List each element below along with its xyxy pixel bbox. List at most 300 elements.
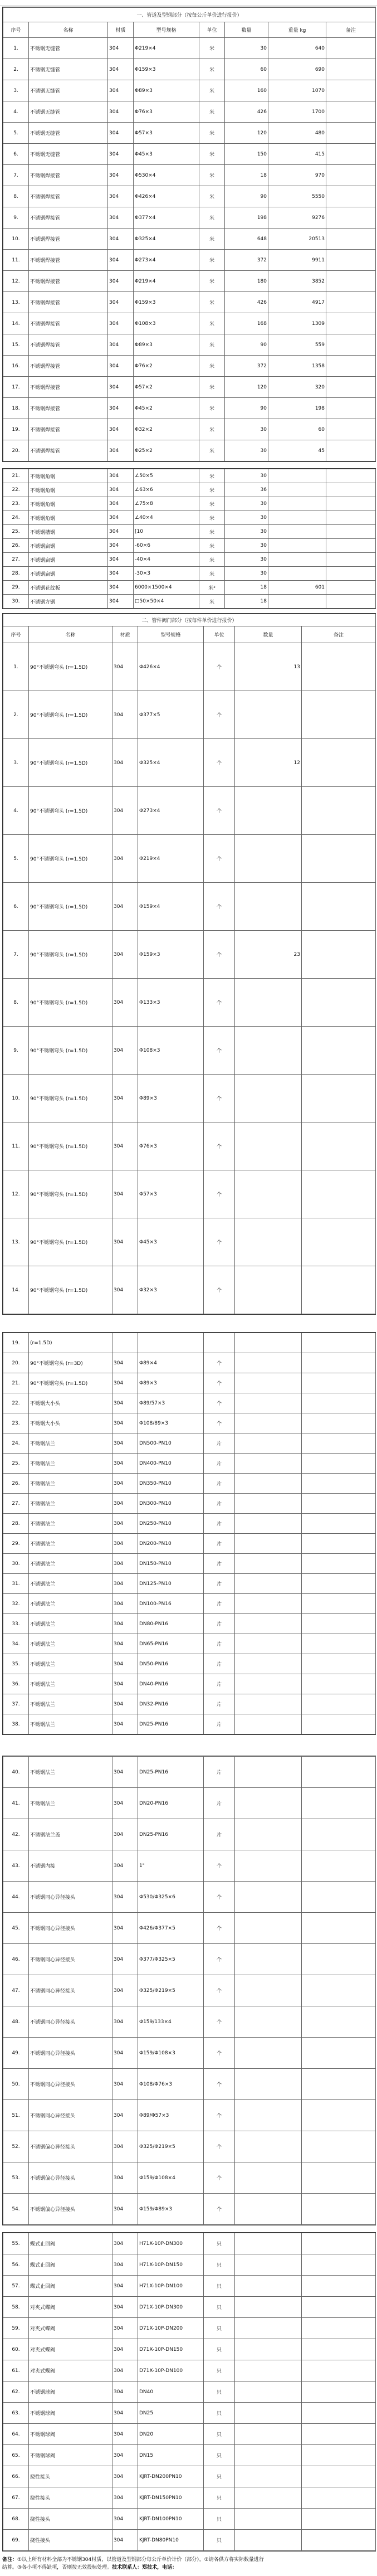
table-cell — [235, 1850, 302, 1882]
table-cell: 304 — [112, 1757, 138, 1788]
table-row — [3, 1170, 376, 1218]
table-cell — [302, 2360, 376, 2381]
table-cell: 不锈钢同心异径接头 — [29, 2038, 112, 2069]
table-cell: 片 — [204, 1614, 235, 1634]
table-cell — [302, 1654, 376, 1674]
table-cell: 片 — [204, 1634, 235, 1654]
table-row — [3, 419, 376, 440]
table-cell: 不锈钢法兰 — [29, 1433, 112, 1454]
table-cell: 53. — [3, 2162, 29, 2194]
table-cell: 304 — [112, 1554, 138, 1574]
table-cell: 不锈钢焊接管 — [29, 165, 108, 186]
table-row — [3, 229, 376, 250]
table-row — [3, 1393, 376, 1413]
table-cell — [235, 1494, 302, 1514]
table-cell: DN150-PN10 — [138, 1554, 204, 1574]
table-row — [3, 567, 376, 581]
table-cell: 304 — [108, 186, 134, 207]
table-cell — [235, 979, 302, 1027]
table-cell: Φ377/Φ325×5 — [138, 1944, 204, 1975]
table-cell: ∠75×8 — [134, 497, 199, 511]
table-cell — [235, 2038, 302, 2069]
table-cell: 6000×1500×4 — [134, 581, 199, 595]
table-cell — [302, 2233, 376, 2254]
note-label: 备注： — [2, 2557, 18, 2563]
table-cell: 片 — [204, 1494, 235, 1514]
table-cell: Φ133×3 — [138, 979, 204, 1027]
table-cell: 片 — [204, 1757, 235, 1788]
table-cell: 7. — [3, 931, 29, 979]
table-cell: (r=1.5D) — [29, 1333, 112, 1353]
table-row — [3, 691, 376, 739]
table-cell — [302, 1614, 376, 1634]
table-cell — [302, 2445, 376, 2466]
table-cell: 1. — [3, 643, 29, 691]
table-cell — [302, 643, 376, 691]
table-cell: 304 — [112, 979, 138, 1027]
table-cell: 180 — [225, 271, 268, 292]
table-cell: 9. — [3, 1027, 29, 1075]
table-cell — [235, 2069, 302, 2100]
table-cell: 66. — [3, 2466, 29, 2487]
table-cell: 片 — [204, 1433, 235, 1454]
table-cell: 7. — [3, 165, 29, 186]
table-cell: 1309 — [268, 313, 326, 334]
table-cell: 不锈钢法兰 — [29, 1474, 112, 1494]
table-cell: 304 — [112, 1594, 138, 1614]
table-cell: 不锈钢角钢 — [29, 511, 108, 525]
table-cell: Φ325×4 — [138, 739, 204, 787]
table-cell: 304 — [112, 2006, 138, 2038]
table-cell: Φ57×3 — [134, 123, 199, 144]
table-cell: 13 — [235, 643, 302, 691]
table-cell: 只 — [204, 2276, 235, 2297]
table-cell: 304 — [112, 2360, 138, 2381]
table-cell — [326, 292, 376, 313]
table-row — [3, 38, 376, 59]
table-cell — [326, 419, 376, 440]
table-row — [3, 1373, 376, 1393]
contact-info: 技术联系人：郑技术，电话： — [112, 2565, 178, 2570]
table-cell: 49. — [3, 2038, 29, 2069]
table-cell: 304 — [108, 38, 134, 59]
table-row — [3, 165, 376, 186]
table-cell: Φ159/Φ108×4 — [138, 2162, 204, 2194]
column-header: 重量 kg — [268, 22, 326, 38]
table-cell: 30 — [225, 419, 268, 440]
table-row — [3, 1634, 376, 1654]
table-cell: 13. — [3, 292, 29, 313]
footer-note — [2, 2556, 375, 2572]
table-row — [3, 1574, 376, 1594]
table-cell — [302, 1514, 376, 1534]
table-cell — [302, 835, 376, 883]
table-row — [3, 1413, 376, 1433]
table-cell: 30 — [225, 440, 268, 461]
table-cell — [302, 2131, 376, 2162]
table-row — [3, 1850, 376, 1882]
table-cell: 10. — [3, 229, 29, 250]
table-cell: 米 — [199, 186, 225, 207]
table-cell: 个 — [204, 2162, 235, 2194]
table-cell: 个 — [204, 1122, 235, 1170]
table-cell: 不锈钢大小头 — [29, 1413, 112, 1433]
table-cell — [302, 2276, 376, 2297]
table-cell: 米 — [199, 207, 225, 229]
table-cell: 个 — [204, 1027, 235, 1075]
table-cell: Φ377×4 — [134, 207, 199, 229]
table-cell — [302, 1218, 376, 1266]
table-cell — [235, 1218, 302, 1266]
table-cell — [326, 38, 376, 59]
table-cell — [302, 2194, 376, 2225]
table-cell — [235, 835, 302, 883]
table-row — [3, 207, 376, 229]
table-cell: 43. — [3, 1850, 29, 1882]
table-cell: 5550 — [268, 186, 326, 207]
table-row — [3, 553, 376, 567]
table-cell: 只 — [204, 2381, 235, 2403]
table-cell — [302, 1944, 376, 1975]
column-header: 名称 — [29, 22, 108, 38]
table-cell — [302, 2509, 376, 2530]
table-cell — [302, 2339, 376, 2360]
table-cell: 不锈钢偏心异径接头 — [29, 2194, 112, 2225]
table-cell — [235, 1433, 302, 1454]
table-cell — [235, 1614, 302, 1634]
table-cell — [302, 931, 376, 979]
table-cell: 片 — [204, 1819, 235, 1850]
table-cell: 304 — [112, 1170, 138, 1218]
table-cell: 个 — [204, 739, 235, 787]
table-cell: 304 — [112, 1654, 138, 1674]
table-cell: 4. — [3, 101, 29, 123]
table-cell — [326, 398, 376, 419]
table-cell: 304 — [112, 2069, 138, 2100]
table-cell: 21. — [3, 469, 29, 483]
column-header: 备注 — [302, 626, 376, 643]
table-cell: 304 — [112, 1975, 138, 2006]
table-cell: 304 — [108, 525, 134, 539]
table-cell — [268, 511, 326, 525]
table-cell — [235, 1393, 302, 1413]
table-cell: 不锈钢法兰 — [29, 1614, 112, 1634]
table-cell — [302, 1850, 376, 1882]
table-cell: 304 — [108, 165, 134, 186]
table-cell: Φ159×3 — [134, 59, 199, 80]
table-cell: 304 — [112, 1614, 138, 1634]
table-cell: 150 — [225, 144, 268, 165]
table-cell: DN350-PN10 — [138, 1474, 204, 1494]
table-cell: 不锈钢法兰 — [29, 1788, 112, 1819]
table-cell: 22. — [3, 1393, 29, 1413]
table-cell: Φ325×4 — [134, 229, 199, 250]
table-cell — [235, 2360, 302, 2381]
table-row — [3, 59, 376, 80]
table-cell: Φ25×2 — [134, 440, 199, 461]
table-row — [3, 123, 376, 144]
table-cell: 304 — [108, 356, 134, 377]
table-cell — [268, 553, 326, 567]
table-cell — [326, 271, 376, 292]
table-cell — [302, 2381, 376, 2403]
table-cell: 304 — [108, 511, 134, 525]
table-cell: Φ325/Φ219×5 — [138, 2131, 204, 2162]
table-row — [3, 313, 376, 334]
table-cell: 372 — [225, 356, 268, 377]
table-cell: 不锈钢焊接管 — [29, 207, 108, 229]
table-cell — [235, 1574, 302, 1594]
table-cell: Φ89×3 — [138, 1373, 204, 1393]
table-cell: 90°不锈钢弯头 (r=1.5D) — [29, 1075, 112, 1122]
table-cell — [326, 497, 376, 511]
table-cell: 不锈钢球阀 — [29, 2445, 112, 2466]
table-cell: 不锈钢法兰 — [29, 1494, 112, 1514]
table-cell: 只 — [204, 2318, 235, 2339]
table-row — [3, 643, 376, 691]
table-cell: 168 — [225, 313, 268, 334]
table-cell: 304 — [112, 1913, 138, 1944]
table-cell: 304 — [112, 1534, 138, 1554]
table-cell: 不锈钢角钢 — [29, 497, 108, 511]
table-cell: 63. — [3, 2403, 29, 2424]
table-cell — [235, 2100, 302, 2131]
table-cell: 个 — [204, 2038, 235, 2069]
table-cell: 304 — [112, 1494, 138, 1514]
table-cell: 米 — [199, 595, 225, 609]
table-cell: 90°不锈钢弯头 (r=1.5D) — [29, 835, 112, 883]
table-cell: 304 — [112, 2487, 138, 2509]
table-cell: 29. — [3, 581, 29, 595]
table-cell: 304 — [108, 567, 134, 581]
table-cell: 不锈钢槽钢 — [29, 525, 108, 539]
table-cell: 个 — [204, 2131, 235, 2162]
table-cell: 米 — [199, 356, 225, 377]
column-header: 序号 — [3, 22, 29, 38]
table-cell: 米 — [199, 398, 225, 419]
table-cell: 米 — [199, 511, 225, 525]
table-row — [3, 2403, 376, 2424]
table-cell: Φ108/Φ76×3 — [138, 2069, 204, 2100]
table-cell: 个 — [204, 2100, 235, 2131]
table-row — [3, 292, 376, 313]
table-cell: 11. — [3, 1122, 29, 1170]
table-cell: 片 — [204, 1534, 235, 1554]
pipe-section-table — [2, 7, 376, 462]
table-cell — [235, 1122, 302, 1170]
table-cell: 4917 — [268, 292, 326, 313]
table-cell: 只 — [204, 2509, 235, 2530]
table-cell — [302, 1454, 376, 1474]
table-cell: 个 — [204, 883, 235, 931]
table-cell: 56. — [3, 2254, 29, 2276]
table-cell: 不锈钢无缝管 — [29, 80, 108, 101]
table-cell: DN32-PN16 — [138, 1694, 204, 1714]
table-cell: 90°不锈钢弯头 (r=1.5D) — [29, 1218, 112, 1266]
table-cell: 90°不锈钢弯头 (r=1.5D) — [29, 1170, 112, 1218]
table-cell — [235, 2297, 302, 2318]
table-cell — [326, 440, 376, 461]
table-cell: 不锈钢焊接管 — [29, 334, 108, 356]
table-cell: Φ108×3 — [138, 1027, 204, 1075]
table-cell: Φ219×4 — [138, 835, 204, 883]
table-cell: 片 — [204, 1574, 235, 1594]
table-cell: 64. — [3, 2424, 29, 2445]
table-cell: KJRT-DN200PN10 — [138, 2466, 204, 2487]
table-cell — [235, 1514, 302, 1534]
table-row — [3, 1266, 376, 1314]
table-cell — [302, 2403, 376, 2424]
table-cell: DN25-PN16 — [138, 1757, 204, 1788]
table-cell: 个 — [204, 787, 235, 835]
table-cell — [302, 1122, 376, 1170]
table-row — [3, 1027, 376, 1075]
table-cell — [326, 469, 376, 483]
table-row — [3, 2194, 376, 2225]
table-cell: 35. — [3, 1654, 29, 1674]
table-cell — [235, 1654, 302, 1674]
table-row — [3, 1757, 376, 1788]
column-header: 数量 — [235, 626, 302, 643]
table-cell — [235, 1634, 302, 1654]
table-row — [3, 271, 376, 292]
table-cell: 个 — [204, 691, 235, 739]
table-cell: 304 — [108, 59, 134, 80]
table-cell: 304 — [112, 643, 138, 691]
table-cell: 304 — [112, 1694, 138, 1714]
table-cell — [302, 1594, 376, 1614]
table-cell: 304 — [108, 483, 134, 497]
table-cell: 304 — [112, 2194, 138, 2225]
table-cell — [235, 1694, 302, 1714]
table-cell: 25. — [3, 1454, 29, 1474]
table-cell — [235, 2131, 302, 2162]
table-cell: 37. — [3, 1694, 29, 1714]
table-row — [3, 2424, 376, 2445]
table-cell: 不锈钢法兰 — [29, 1454, 112, 1474]
table-row — [3, 511, 376, 525]
table-cell: 18 — [225, 165, 268, 186]
table-cell — [235, 1944, 302, 1975]
table-cell: Φ89/Φ57×3 — [138, 2100, 204, 2131]
table-cell: 45 — [268, 440, 326, 461]
table-cell: 不锈钢无缝管 — [29, 101, 108, 123]
table-cell: 对夹式蝶阀 — [29, 2360, 112, 2381]
table-cell — [302, 1694, 376, 1714]
table-cell: Φ45×3 — [134, 144, 199, 165]
table-cell: H71X-10P-DN300 — [138, 2233, 204, 2254]
table-cell: Φ426×4 — [134, 186, 199, 207]
table-cell: 6. — [3, 883, 29, 931]
table-cell: 304 — [112, 1882, 138, 1913]
table-cell: 90°不锈钢弯头 (r=1.5D) — [29, 979, 112, 1027]
table-cell: 198 — [268, 398, 326, 419]
table-cell: 不锈钢偏心异径接头 — [29, 2131, 112, 2162]
table-cell: 个 — [204, 1850, 235, 1882]
table-cell: 304 — [112, 1674, 138, 1694]
table-cell: 90°不锈钢弯头 (r=1.5D) — [29, 931, 112, 979]
table-row — [3, 1944, 376, 1975]
table-cell — [326, 313, 376, 334]
table-cell — [302, 1554, 376, 1574]
table-cell: 304 — [108, 595, 134, 609]
table-cell: 304 — [112, 1266, 138, 1314]
table-cell: 不锈钢法兰 — [29, 1634, 112, 1654]
table-row — [3, 2466, 376, 2487]
table-cell: 28. — [3, 1514, 29, 1534]
table-cell: 米 — [199, 497, 225, 511]
table-cell: 米 — [199, 377, 225, 398]
table-cell: Φ89/57×3 — [138, 1393, 204, 1413]
table-cell — [235, 1266, 302, 1314]
table-cell: 304 — [112, 1373, 138, 1393]
table-cell — [302, 1373, 376, 1393]
table-cell — [235, 2487, 302, 2509]
table-cell: 23. — [3, 1413, 29, 1433]
table-cell: 46. — [3, 1944, 29, 1975]
table-cell: Φ76×2 — [134, 356, 199, 377]
table-cell — [302, 1819, 376, 1850]
table-cell: DN80-PN16 — [138, 1614, 204, 1634]
table-cell: 559 — [268, 334, 326, 356]
table-cell — [235, 691, 302, 739]
table-cell: 不锈钢同心异径接头 — [29, 1944, 112, 1975]
table-cell: 只 — [204, 2445, 235, 2466]
table-row — [3, 1674, 376, 1694]
column-header: 材质 — [112, 626, 138, 643]
table-cell — [235, 1674, 302, 1694]
table-cell: 不锈钢焊接管 — [29, 186, 108, 207]
table-cell: 23. — [3, 497, 29, 511]
table-cell: 米 — [199, 250, 225, 271]
table-cell: 90°不锈钢弯头 (r=3D) — [29, 1353, 112, 1373]
table-cell — [268, 567, 326, 581]
table-cell: 304 — [112, 2445, 138, 2466]
table-cell: 3852 — [268, 271, 326, 292]
table-cell: 30. — [3, 595, 29, 609]
table-cell: 304 — [112, 2403, 138, 2424]
table-cell: 个 — [204, 1882, 235, 1913]
table-row — [3, 186, 376, 207]
table-cell: 不锈钢同心异径接头 — [29, 2006, 112, 2038]
table-cell: 蝶式止回阀 — [29, 2233, 112, 2254]
table-cell — [326, 186, 376, 207]
table-cell: 25. — [3, 525, 29, 539]
table-cell — [235, 1554, 302, 1574]
table-cell: 不锈钢焊接管 — [29, 292, 108, 313]
table-cell: 304 — [112, 2038, 138, 2069]
table-cell: Φ89×3 — [134, 80, 199, 101]
table-cell: DN25-PN16 — [138, 1819, 204, 1850]
table-cell: 不锈钢球阀 — [29, 2424, 112, 2445]
table-row — [3, 398, 376, 419]
table-cell: 片 — [204, 1788, 235, 1819]
table-cell: DN25 — [138, 2403, 204, 2424]
table-cell — [268, 497, 326, 511]
table-cell: 1358 — [268, 356, 326, 377]
table-cell — [326, 356, 376, 377]
table-cell: 304 — [112, 1819, 138, 1850]
table-cell: 304 — [108, 271, 134, 292]
table-cell: 90°不锈钢弯头 (r=1.5D) — [29, 643, 112, 691]
table-cell — [235, 1474, 302, 1494]
table-cell: 26. — [3, 539, 29, 553]
table-cell: 304 — [112, 1393, 138, 1413]
table-cell: 只 — [204, 2424, 235, 2445]
table-cell: 40. — [3, 1757, 29, 1788]
table-cell: 米 — [199, 440, 225, 461]
table-cell: KJRT-DN100PN10 — [138, 2509, 204, 2530]
